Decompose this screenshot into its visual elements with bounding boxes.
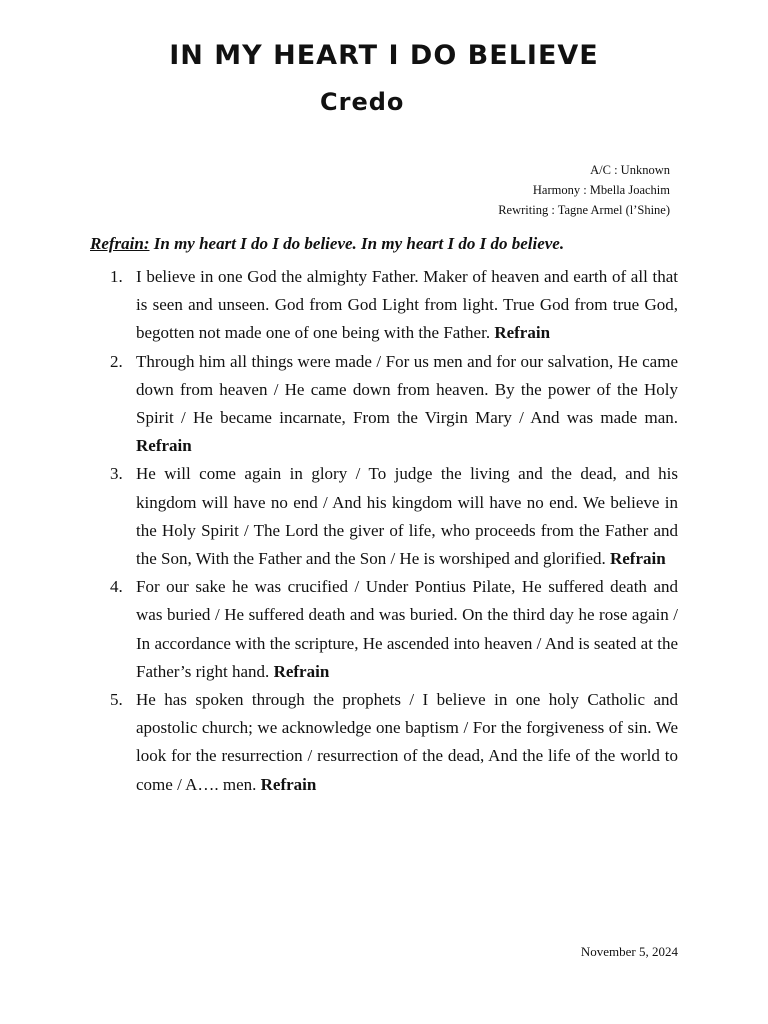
verse-number: 2. [110, 351, 123, 371]
verse-text: For our sake he was crucified / Under Pontius Pilate, He suffered death and was buried / He suffered death and was buried. On the third day he rose again / In accordance with the scripture, He ascended into heaven / And is seated at the Father’s right hand. [136, 577, 678, 681]
verse-text: I believe in one God the almighty Father. Maker of heaven and earth of all that is seen and unseen. God from God Light from light. True God from true God, begotten not made one of one being with the Father. [136, 267, 678, 343]
song-subtitle: Credo [320, 88, 405, 116]
verse-number: 3. [110, 464, 123, 484]
verse-number: 4. [110, 577, 123, 597]
verse-refrain: Refrain [273, 661, 330, 681]
credit-rewriting: Rewriting : Tagne Armel (l’Shine) [498, 203, 670, 217]
verse-number: 1. [110, 267, 123, 286]
verse-2 [110, 348, 678, 461]
verse-text: Through him all things were made / For us men and for our salvation, He came down from heaven / He came down from heaven. By the power of the Holy Spirit / He became incarnate, From the Virgin Mary / And was made man. [136, 351, 678, 428]
verse-4 [110, 573, 678, 686]
verse-list [110, 263, 678, 799]
credit-harmony: Harmony : Mbella Joachim [532, 183, 670, 197]
verse-refrain: Refrain [260, 774, 317, 794]
refrain-label: Refrain: [90, 234, 150, 253]
refrain-line [90, 234, 564, 254]
verse-1 [110, 263, 678, 348]
verse-5 [110, 686, 678, 799]
song-title: IN MY HEART I DO BELIEVE [169, 40, 599, 71]
verse-text: He will come again in glory / To judge the living and the dead, and his kingdom will have no end / And his kingdom will have no end. We believe in the Holy Spirit / The Lord the giver of life, who proceeds from the Father and the Son, With the Father and the Son / He is worshiped and glorified. [136, 464, 678, 569]
verse-refrain: Refrain [494, 323, 551, 343]
verse-refrain: Refrain [136, 436, 192, 456]
verse-number: 5. [110, 690, 123, 710]
credits-block [498, 160, 670, 220]
credit-arranger: A/C : Unknown [590, 163, 670, 177]
verse-refrain: Refrain [609, 549, 666, 569]
verse-text: He has spoken through the prophets / I believe in one holy Catholic and apostolic church; we acknowledge one baptism / For the forgiveness of sin. We look for the resurrection / resurrection of the dead, And the life of the world to come / A…. men. [136, 690, 678, 794]
document-date: November 5, 2024 [580, 944, 678, 959]
refrain-text: In my heart I do I do believe. In my heart I do I do believe. [153, 234, 565, 253]
verse-3 [110, 460, 678, 573]
